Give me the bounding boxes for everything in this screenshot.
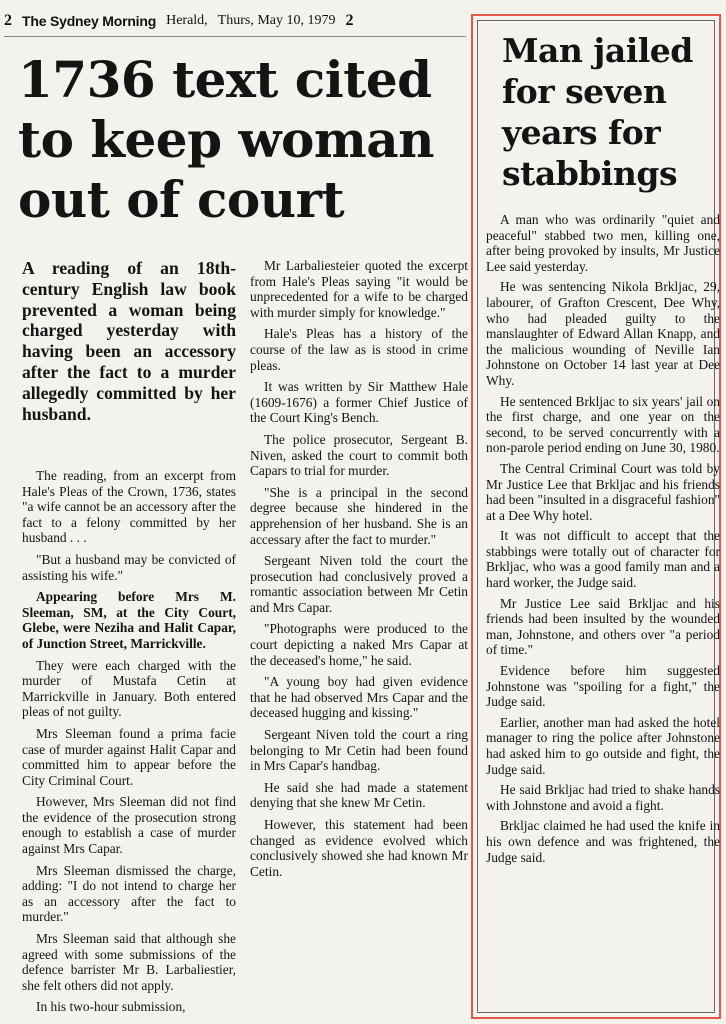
article-paragraph: Appearing before Mrs M. Sleeman, SM, at the City Court, Glebe, were Neziha and Halit Capar, of Junction Street, Marrickville. bbox=[22, 589, 236, 651]
side-headline bbox=[502, 30, 712, 194]
page-number-left: 2 bbox=[4, 12, 12, 29]
article-paragraph: Sergeant Niven told the court a ring belonging to Mr Cetin had been found in Mrs Capar's handbag. bbox=[250, 727, 468, 774]
masthead bbox=[4, 6, 466, 37]
side-headline-line: stabbings bbox=[502, 154, 678, 193]
article-paragraph: "A young boy had given evidence that he had observed Mrs Capar and the deceased hugging and kissing." bbox=[250, 674, 468, 721]
main-headline-line: out of court bbox=[18, 170, 345, 229]
article-paragraph: "But a husband may be convicted of assisting his wife." bbox=[22, 551, 236, 583]
article-paragraph: Evidence before him suggested Johnstone was "spoiling for a fight," the Judge said. bbox=[486, 663, 720, 710]
page-number-right: 2 bbox=[345, 12, 354, 29]
article-paragraph: It was not difficult to accept that the stabbings were totally out of character for Brkljac, who was a good family man and a hard worker, the Judge said. bbox=[486, 528, 720, 591]
article-paragraph: Mrs Sleeman found a prima facie case of murder against Halit Capar and committed him to appear before the City Criminal Court. bbox=[22, 725, 236, 788]
article-paragraph: However, Mrs Sleeman did not find the evidence of the prosecution strong enough to establish a case of murder against Mrs Capar. bbox=[22, 794, 236, 857]
main-article-column-1 bbox=[22, 468, 236, 1021]
article-paragraph: "Photographs were produced to the court depicting a naked Mrs Capar at the deceased's home," he said. bbox=[250, 621, 468, 668]
article-paragraph: A man who was ordinarily "quiet and peaceful" stabbed two men, killing one, after being provoked by insults, Mr Justice Lee said yesterday. bbox=[486, 212, 720, 274]
article-paragraph: Sergeant Niven told the court the prosecution had conclusively proved a romantic association between Mr Cetin and Mrs Capar. bbox=[250, 553, 468, 615]
article-paragraph: Brkljac claimed he had used the knife in his own defence and was frightened, the Judge said. bbox=[486, 818, 720, 865]
article-paragraph: However, this statement had been changed as evidence evolved which conclusively showed she had known Mr Cetin. bbox=[250, 817, 468, 879]
article-paragraph: They were each charged with the murder of Mustafa Cetin at Marrickville in January. Both entered pleas of not guilty. bbox=[22, 657, 236, 720]
article-paragraph: "She is a principal in the second degree because she hindered in the apprehension of her husband. She is an accessary after the fact to murder." bbox=[250, 484, 468, 547]
main-headline bbox=[18, 50, 468, 230]
article-paragraph: Mr Larbaliesteier quoted the excerpt from Hale's Pleas saying "it would be unprecedented for a wife to be charged with murder simply for knowledge." bbox=[250, 258, 468, 320]
side-headline-line: Man jailed bbox=[502, 31, 693, 70]
article-paragraph: Mrs Sleeman dismissed the charge, adding: "I do not intend to charge her as an accessory after the fact to murder." bbox=[22, 862, 236, 925]
side-article-body bbox=[486, 212, 720, 870]
article-paragraph: Mrs Sleeman said that although she agreed with some submissions of the defence barrister Mr B. Larbaliestier, she felt others did not apply. bbox=[22, 931, 236, 993]
article-paragraph: Hale's Pleas has a history of the course of the law as is stood in crime pleas. bbox=[250, 326, 468, 373]
article-paragraph: Earlier, another man had asked the hotel manager to ring the police after Johnstone had asked him to go outside and fight, the Judge said. bbox=[486, 714, 720, 777]
side-headline-line: years for bbox=[502, 113, 661, 152]
article-paragraph: In his two-hour submission, bbox=[36, 999, 186, 1015]
article-paragraph: He said Brkljac had tried to shake hands with Johnstone and avoid a fight. bbox=[486, 782, 720, 813]
main-article-column-2 bbox=[250, 258, 468, 885]
main-article-lead: A reading of an 18th-century English law book prevented a woman being charged yesterday with having been an accessory after the fact to a murder allegedly committed by her husband. bbox=[22, 258, 236, 424]
article-paragraph: Mr Justice Lee said Brkljac and his friends had been insulted by the wounded man, Johnstone, and others over "a period of time." bbox=[486, 595, 720, 658]
issue-date: Thurs, May 10, 1979 bbox=[217, 13, 336, 28]
paper-name-rest: Herald, bbox=[166, 13, 208, 28]
paper-name: The Sydney Morning bbox=[22, 13, 157, 29]
article-paragraph: He was sentencing Nikola Brkljac, 29, labourer, of Grafton Crescent, Dee Why, who had pleaded guilty to the manslaughter of Edward Allan Knapp, and the malicious wounding of Neville Ian Johnstone on October 14 last year at Dee Why. bbox=[486, 279, 720, 388]
main-headline-line: 1736 text cited bbox=[18, 50, 432, 109]
article-paragraph: The police prosecutor, Sergeant B. Niven, asked the court to commit both Capars to trial for murder. bbox=[250, 431, 468, 479]
article-paragraph: It was written by Sir Matthew Hale (1609-1676) a former Chief Justice of the Court King's Bench. bbox=[250, 379, 468, 426]
side-headline-line: for seven bbox=[502, 72, 667, 111]
main-headline-line: to keep woman bbox=[18, 110, 435, 169]
article-paragraph: He said she had made a statement denying that she knew Mr Cetin. bbox=[250, 779, 468, 811]
article-paragraph: The reading, from an excerpt from Hale's Pleas of the Crown, 1736, states "a wife cannot be an accessory after the fact to a felony committed by her husband . . . bbox=[22, 468, 236, 546]
article-paragraph: He sentenced Brkljac to six years' jail on the first charge, and one year on the second, to be served concurrently with a non-parole period ending on June 30, 1980. bbox=[486, 393, 720, 456]
article-paragraph: The Central Criminal Court was told by Mr Justice Lee that Brkljac and his friends had been "insulted in a disgraceful fashion" at a Dee Why hotel. bbox=[486, 460, 720, 523]
